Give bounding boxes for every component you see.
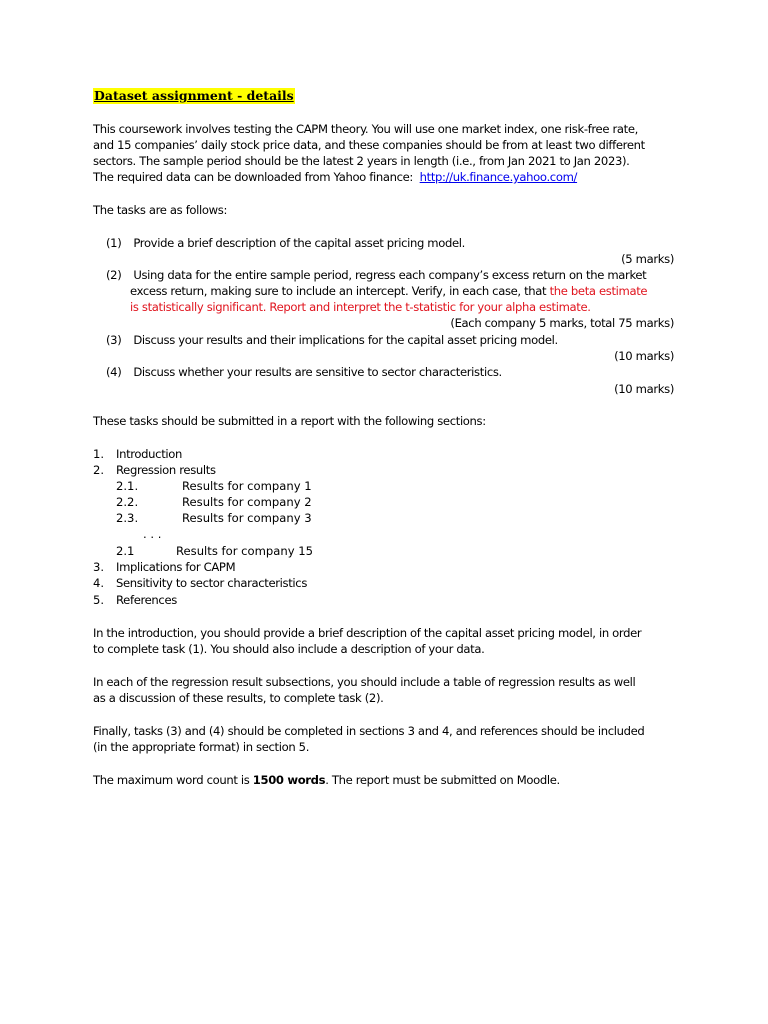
- subsection-number: 2.3.: [116, 511, 139, 525]
- section-number: 3.: [93, 560, 105, 574]
- section-number: 2.: [93, 463, 105, 477]
- task-1: [106, 235, 465, 251]
- intro-line-4-text: The required data can be downloaded from Yahoo finance:: [93, 170, 413, 184]
- task-highlight-text: is statistically significant. Report and interpret the t-statistic for your alpha estimate.: [130, 300, 591, 314]
- task-text: Using data for the entire sample period, regress each company’s excess return on the market: [133, 268, 647, 282]
- section-label: Introduction: [116, 447, 183, 461]
- tasks-heading: The tasks are as follows:: [93, 203, 228, 217]
- section-label: References: [116, 593, 177, 607]
- task-highlight-text: the beta estimate: [549, 284, 648, 298]
- yahoo-finance-link[interactable]: http://uk.finance.yahoo.com/: [419, 170, 578, 184]
- section-label: Regression results: [116, 463, 216, 477]
- task-marks: (10 marks): [614, 382, 674, 396]
- task-text: Discuss your results and their implications for the capital asset pricing model.: [133, 333, 558, 347]
- subsection-label: Results for company 15: [176, 544, 314, 558]
- task-3: [106, 332, 558, 348]
- word-count-value: 1500 words: [252, 773, 326, 787]
- paragraph-regression-line-1: In each of the regression result subsections, you should include a table of regression results as well: [93, 675, 636, 689]
- paragraph-finally-line-1: Finally, tasks (3) and (4) should be completed in sections 3 and 4, and references should be included: [93, 724, 645, 738]
- section-label: Implications for CAPM: [116, 560, 236, 574]
- subsection-label: Results for company 2: [182, 495, 312, 509]
- task-marks: (Each company 5 marks, total 75 marks): [450, 316, 674, 330]
- sections-heading: These tasks should be submitted in a report with the following sections:: [93, 414, 486, 428]
- task-marks: (10 marks): [614, 349, 674, 363]
- task-marks: (5 marks): [621, 252, 674, 266]
- paragraph-introduction-line-2: to complete task (1). You should also include a description of your data.: [93, 642, 485, 656]
- word-count-prefix: The maximum word count is: [93, 773, 253, 787]
- paragraph-regression-line-2: as a discussion of these results, to complete task (2).: [93, 691, 384, 705]
- section-label: Sensitivity to sector characteristics: [116, 576, 308, 590]
- task-2: [106, 267, 646, 283]
- word-count-line: [93, 772, 560, 788]
- task-text: excess return, making sure to include an intercept. Verify, in each case, that: [130, 284, 550, 298]
- subsection-number: 2.1: [116, 544, 135, 558]
- subsection-label: Results for company 1: [182, 479, 312, 493]
- section-number: 4.: [93, 576, 105, 590]
- subsection-number: 2.2.: [116, 495, 139, 509]
- intro-line-4: [93, 169, 577, 185]
- section-number: 5.: [93, 593, 105, 607]
- word-count-suffix: . The report must be submitted on Moodle.: [325, 773, 560, 787]
- intro-line-1: This coursework involves testing the CAPM theory. You will use one market index, one risk-free rate,: [93, 122, 638, 136]
- subsection-label: Results for company 3: [182, 511, 312, 525]
- document-title: Dataset assignment - details: [94, 88, 294, 103]
- subsection-number: 2.1.: [116, 479, 139, 493]
- task-number: (2): [106, 268, 122, 282]
- task-number: (1): [106, 236, 122, 250]
- section-number: 1.: [93, 447, 105, 461]
- paragraph-finally-line-2: (in the appropriate format) in section 5.: [93, 740, 310, 754]
- task-text: Discuss whether your results are sensitive to sector characteristics.: [133, 365, 502, 379]
- intro-line-2: and 15 companies’ daily stock price data, and these companies should be from at least two different: [93, 138, 645, 152]
- subsection-ellipsis: . . .: [143, 527, 162, 541]
- task-2-line-2: [130, 283, 647, 299]
- task-text: Provide a brief description of the capital asset pricing model.: [133, 236, 465, 250]
- task-number: (3): [106, 333, 122, 347]
- task-number: (4): [106, 365, 122, 379]
- task-4: [106, 364, 502, 380]
- intro-line-3: sectors. The sample period should be the latest 2 years in length (i.e., from Jan 2021 to Jan 2023).: [93, 154, 630, 168]
- paragraph-introduction-line-1: In the introduction, you should provide a brief description of the capital asset pricing model, in order: [93, 626, 642, 640]
